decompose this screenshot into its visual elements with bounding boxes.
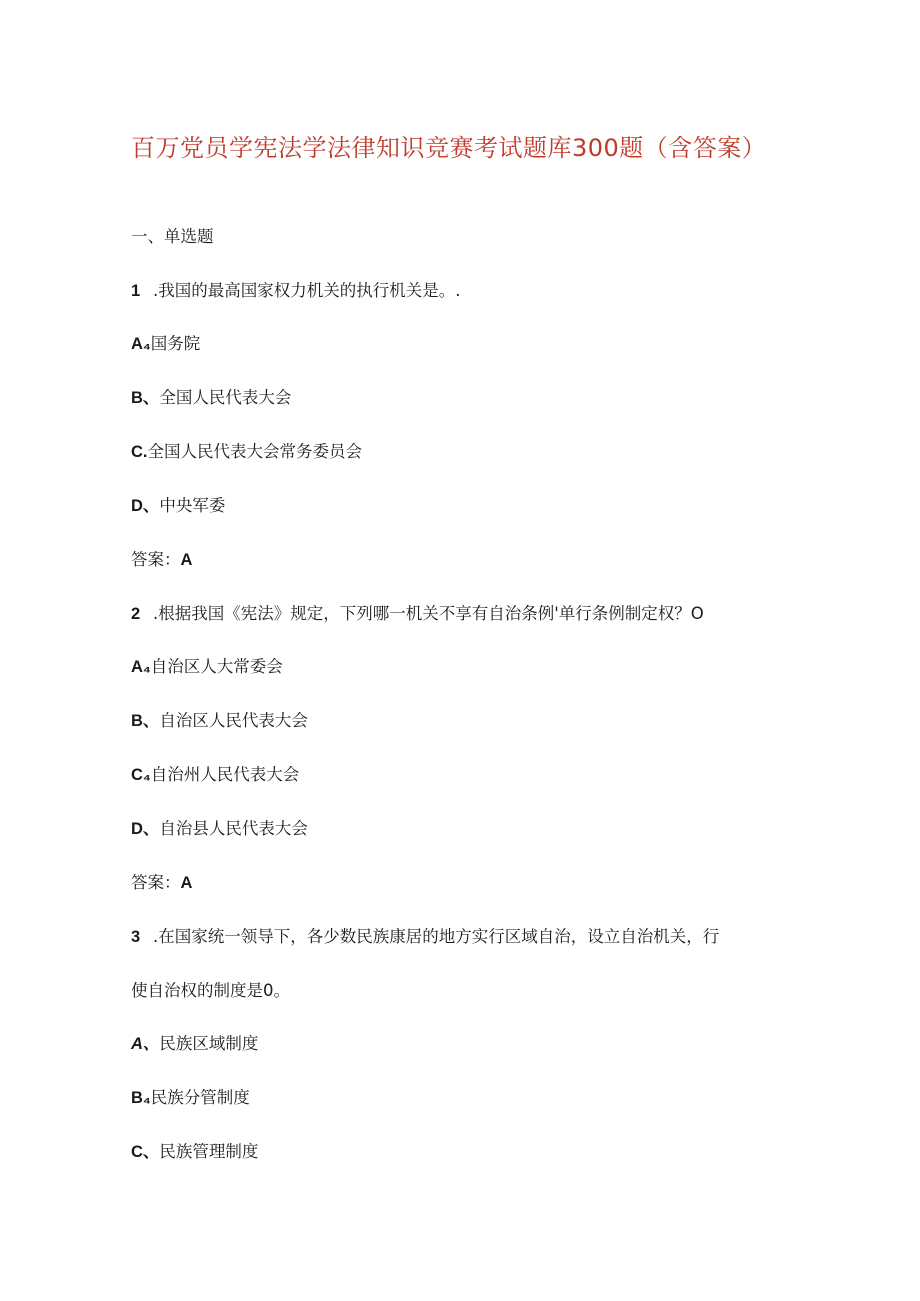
question-number: 1: [131, 282, 141, 300]
answer-prefix: 答案：: [131, 550, 181, 569]
option-text: 自治区人民代表大会: [159, 711, 308, 730]
option-c: [131, 1141, 258, 1163]
option-text: 自治州人民代表大会: [150, 765, 300, 784]
answer-prefix: 答案：: [131, 873, 181, 892]
option-a: [131, 1033, 258, 1055]
question-3: [131, 926, 719, 948]
option-label: B、: [131, 712, 160, 730]
option-label: B₄: [131, 1089, 151, 1107]
option-b: [131, 1087, 250, 1109]
question-number: 3: [131, 928, 141, 946]
option-label: D、: [131, 820, 160, 838]
option-d: [131, 818, 308, 840]
question-1: [131, 280, 461, 302]
option-b: [131, 710, 308, 732]
option-label: D、: [131, 497, 160, 515]
section-heading: 一、单选题: [131, 227, 214, 246]
option-text: 全国人民代表大会: [159, 388, 292, 407]
answer-line: [131, 549, 192, 571]
option-label: A₄: [131, 335, 151, 353]
option-a: [131, 333, 200, 355]
answer-value: A: [180, 874, 193, 892]
question-number: 2: [131, 605, 141, 623]
answer-value: A: [180, 551, 193, 569]
question-3-continuation: 使自治权的制度是0。: [131, 981, 290, 1000]
question-text: .我国的最高国家权力机关的执行机关是。.: [153, 281, 461, 300]
option-label: C、: [131, 1143, 160, 1161]
option-label: B、: [131, 389, 160, 407]
option-d: [131, 495, 225, 517]
option-label: C₄: [131, 766, 151, 784]
option-text: 民族管理制度: [159, 1142, 259, 1161]
question-2: [131, 603, 704, 625]
question-text: .根据我国《宪法》规定，下列哪一机关不享有自治条例'单行条例制定权？O: [153, 604, 704, 623]
option-text: 民族区域制度: [159, 1034, 259, 1053]
option-b: [131, 387, 291, 409]
option-label: A、: [131, 1035, 160, 1053]
question-text: .在国家统一领导下，各少数民族康居的地方实行区域自治，设立自治机关，行: [153, 927, 720, 946]
option-text: 国务院: [150, 334, 201, 353]
option-a: [131, 656, 283, 678]
option-label: A₄: [131, 658, 151, 676]
option-c: [131, 764, 299, 786]
option-text: 中央军委: [159, 496, 226, 515]
option-text: 自治区人大常委会: [150, 657, 283, 676]
document-title: 百万党员学宪法学法律知识竞赛考试题库300题（含答案）: [131, 134, 767, 162]
option-c: [131, 441, 362, 463]
option-text: 全国人民代表大会常务委员会: [147, 442, 362, 461]
option-text: 民族分管制度: [150, 1088, 250, 1107]
answer-line: [131, 872, 192, 894]
option-label: C.: [131, 443, 148, 461]
option-text: 自治县人民代表大会: [159, 819, 308, 838]
